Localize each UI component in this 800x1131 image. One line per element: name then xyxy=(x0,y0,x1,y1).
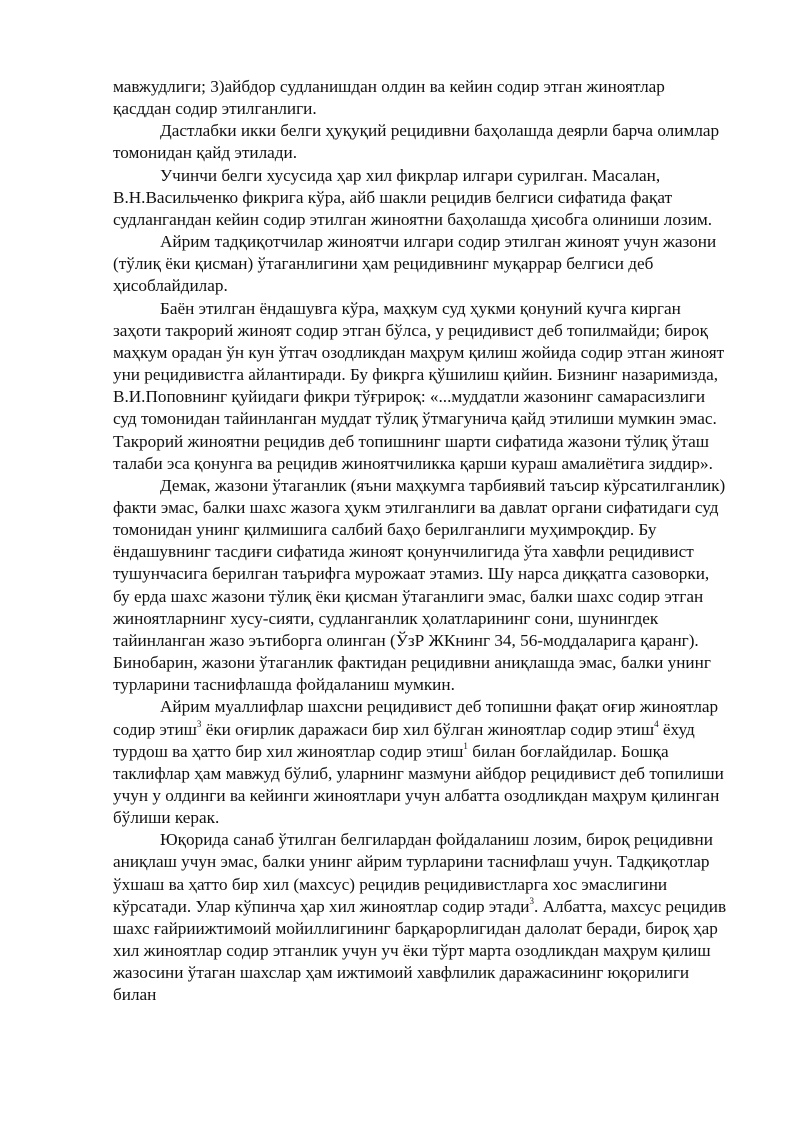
paragraph-text: Учинчи белги хусусида ҳар хил фикрлар илгари сурилган. Масалан, В.Н.Васильченко фикрига кўра, айб шакли рецидив белгиси сифатида фақат судлангандан кейин содир этилган жиноятни баҳолашда ҳисобга олиниши лозим. xyxy=(113,165,713,229)
footnote-marker: 1 xyxy=(463,740,468,751)
document-page xyxy=(113,0,727,1007)
paragraph-text: ёхуд турдош ва ҳатто бир хил жиноятлар содир этиш xyxy=(113,719,695,761)
paragraph-2 xyxy=(113,120,727,164)
paragraph-3 xyxy=(113,165,727,231)
footnote-marker: 3 xyxy=(196,718,202,729)
paragraph-text: билан боғлайдилар. Бошқа таклифлар ҳам мавжуд бўлиб, уларнинг мазмуни айбдор рецидивист деб топилиши учун у олдинги ва кейинги жиноятлари учун албатта озодликдан маҳрум қилинган бўлиши керак. xyxy=(113,741,724,828)
paragraph-text: Айрим муаллифлар шахсни рецидивист деб топишни фақат оғир жиноятлар содир этиш xyxy=(113,697,719,739)
footnote-marker: 3 xyxy=(529,896,535,907)
paragraph-text: Баён этилган ёндашувга кўра, маҳкум суд ҳукми қонуний кучга кирган заҳоти такрорий жиноят содир этган бўлса, у рецидивист деб топилмайди; бироқ маҳкум орадан ўн кун ўтгач озодликдан маҳрум қилиш жойида содир этган жиноят уни рецидивистга айлантиради. Бу фикрга қўшилиш қийин. Бизнинг назаримизда, В.И.Поповнинг қуйидаги фикри тўғрироқ: «...муддатли жазонинг самарасизлиги суд томонидан тайинланган муддат тўлиқ ўтмагунича қайд этилиши мумкин эмас. Такрорий жиноятни рецидив деб топишнинг шарти сифатида жазони тўлиқ ўташ талаби эса қонунга ва рецидив жиноятчиликка қарши кураш амалиётига зиддир». xyxy=(113,298,725,473)
paragraph-text: Юқорида санаб ўтилган белгилардан фойдаланиш лозим, бироқ рецидивни аниқлаш учун эмас, балки унинг айрим турларини таснифлаш учун. Тадқиқотлар ўхшаш ва ҳатто бир хил (махсус) рецидив рецидивистларга хос эмаслигини кўрсатади. Улар кўпинча ҳар хил жиноятлар содир этади xyxy=(113,830,713,916)
paragraph-text: Демак, жазони ўтаганлик (яъни маҳкумга тарбиявий таъсир кўрсатилганлик) факти эмас, балки шахс жазога ҳукм этилганлиги ва давлат органи сифатидаги суд томонидан унинг қилмишига салбий баҳо берилганлиги муҳимроқдир. Бу ёндашувнинг тасдиғи сифатида жиноят қонунчилигида ўта хавфли рецидивист тушунчасига берилган таърифга мурожаат этамиз. Шу нарса диққатга сазоворки, бу ерда шахс жазони тўлиқ ёки қисман ўтаганлиги эмас, балки шахс содир этган жиноятларнинг хусу-сияти, судланганлик ҳолатларининг сони, шунингдек тайинланган жазо эътиборга олинган (ЎзР ЖКнинг 34, 56-моддаларига қаранг). Бинобарин, жазони ўтаганлик фактидан рецидивни аниқлашда эмас, балки унинг турларини таснифлашда фойдаланиш мумкин. xyxy=(113,475,726,695)
paragraph-1 xyxy=(113,76,727,120)
paragraph-5 xyxy=(113,298,727,475)
paragraph-text: . Албатта, махсус рецидив шахс ғайриижтимоий мойиллигининг барқарорлигидан далолат беради, бироқ ҳар хил жиноятлар содир этганлик учун уч ёки тўрт марта озодликдан маҳрум қилиш жазосини ўтаган шахслар ҳам ижтимоий хавфлилик даражасининг юқорилиги билан xyxy=(113,896,727,1005)
paragraph-text: ёки оғирлик даражаси бир хил бўлган жиноятлар содир этиш xyxy=(201,719,655,739)
footnote-marker: 4 xyxy=(654,718,659,729)
paragraph-7 xyxy=(113,696,727,829)
paragraph-4 xyxy=(113,231,727,297)
paragraph-6 xyxy=(113,475,727,697)
paragraph-text: Дастлабки икки белги ҳуқуқий рецидивни баҳолашда деярли барча олимлар томонидан қайд этилади. xyxy=(113,121,720,163)
paragraph-text: Айрим тадқиқотчилар жиноятчи илгари содир этилган жиноят учун жазони (тўлиқ ёки қисман) ўтаганлигини ҳам рецидивнинг муқаррар белгиси деб ҳисоблайдилар. xyxy=(113,232,717,296)
paragraph-text: мавжудлиги; 3)айбдор судланишдан олдин ва кейин содир этган жиноятлар қасддан содир этилганлиги. xyxy=(113,77,665,119)
paragraph-8 xyxy=(113,829,727,1006)
document-body xyxy=(113,76,727,1007)
